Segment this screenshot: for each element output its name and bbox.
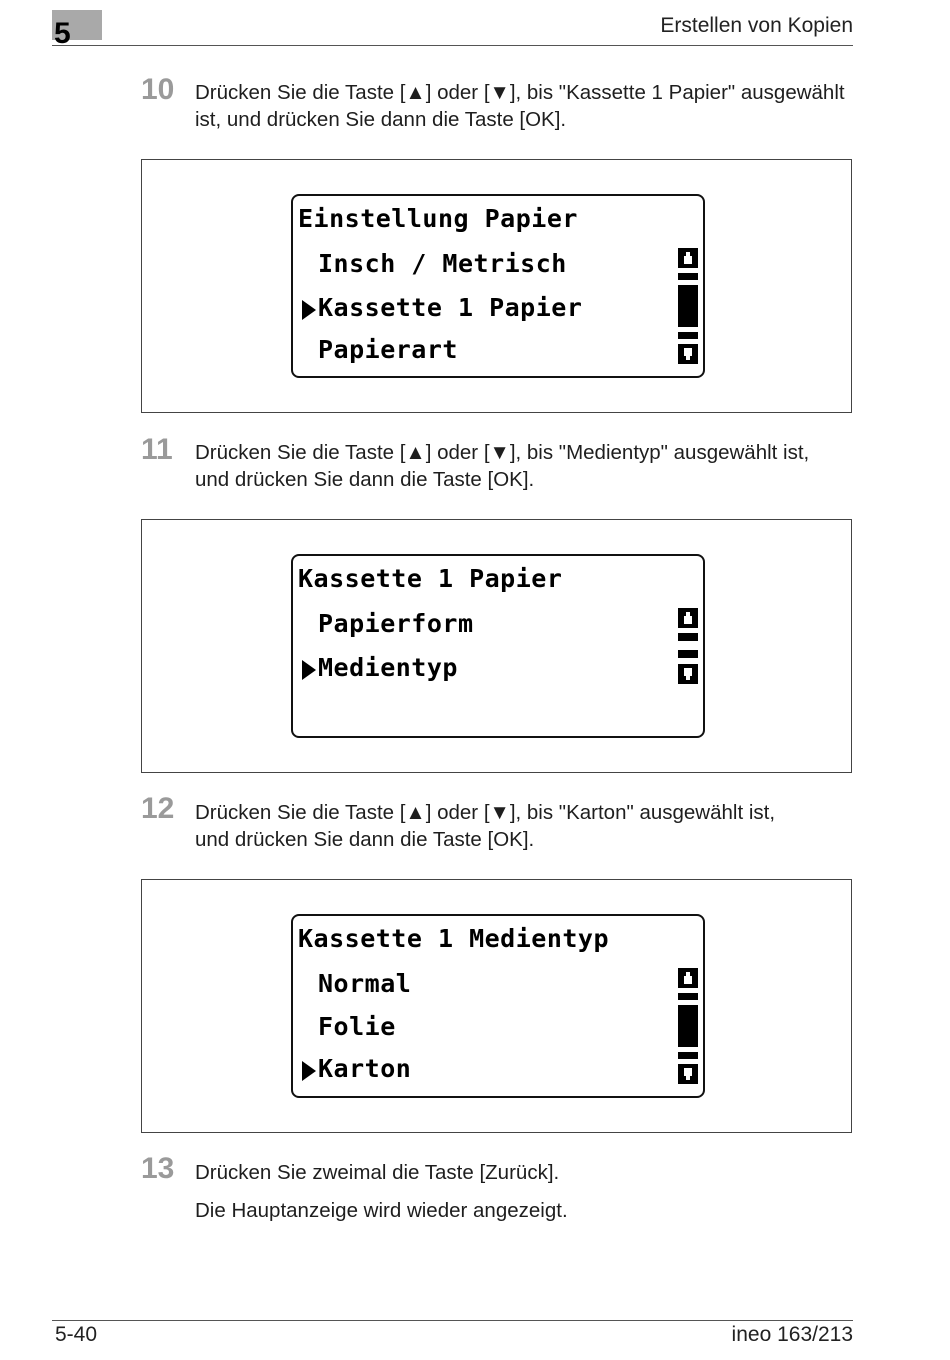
lcd-title: Kassette 1 Papier xyxy=(298,564,563,593)
selection-cursor-icon xyxy=(302,300,316,320)
scroll-up-icon xyxy=(678,248,698,268)
step-line: Drücken Sie zweimal die Taste [Zurück]. xyxy=(195,1161,560,1184)
scroll-up-icon xyxy=(678,608,698,628)
step-instruction xyxy=(195,1159,865,1186)
step-result: Die Hauptanzeige wird wieder angezeigt. xyxy=(195,1199,568,1222)
chapter-number: 5 xyxy=(54,17,71,50)
step-line: Drücken Sie die Taste [▲] oder [▼], bis "Medientyp" ausgewählt ist, xyxy=(195,441,810,464)
selection-cursor-icon xyxy=(302,1061,316,1081)
scroll-down-icon xyxy=(678,1064,698,1084)
scrollbar-track xyxy=(678,1052,698,1059)
step-instruction xyxy=(195,439,865,493)
step-line: Drücken Sie die Taste [▲] oder [▼], bis "Karton" ausgewählt ist, xyxy=(195,801,776,824)
lcd-display xyxy=(291,194,705,378)
lcd-menu-item: Folie xyxy=(318,1012,396,1041)
lcd-display xyxy=(291,914,705,1098)
page-number: 5-40 xyxy=(55,1323,98,1346)
scrollbar-track xyxy=(678,332,698,339)
header-divider xyxy=(52,45,853,46)
lcd-menu-item-selected: Medientyp xyxy=(318,653,458,682)
step-instruction xyxy=(195,79,865,133)
step-line: Drücken Sie die Taste [▲] oder [▼], bis "Kassette 1 Papier" ausgewählt xyxy=(195,81,845,104)
product-name: ineo 163/213 xyxy=(731,1323,853,1346)
step-line: ist, und drücken Sie dann die Taste [OK]. xyxy=(195,108,567,131)
display-figure xyxy=(141,879,852,1133)
display-figure xyxy=(141,519,852,773)
scrollbar-track xyxy=(678,273,698,280)
scrollbar-track xyxy=(678,993,698,1000)
lcd-menu-item: Papierart xyxy=(318,335,458,364)
lcd-display xyxy=(291,554,705,738)
step-instruction xyxy=(195,799,865,853)
display-figure xyxy=(141,159,852,413)
lcd-menu-item: Insch / Metrisch xyxy=(318,249,567,278)
step-number: 10 xyxy=(141,73,175,106)
page-header-title: Erstellen von Kopien xyxy=(660,14,853,37)
scrollbar-thumb xyxy=(678,1005,698,1047)
lcd-menu-item: Normal xyxy=(318,969,412,998)
step-number: 13 xyxy=(141,1152,175,1185)
lcd-menu-item: Papierform xyxy=(318,609,474,638)
lcd-menu-item-selected: Kassette 1 Papier xyxy=(318,293,583,322)
lcd-title: Kassette 1 Medientyp xyxy=(298,924,610,953)
step-number: 12 xyxy=(141,792,175,825)
footer-divider xyxy=(52,1320,853,1321)
scroll-down-icon xyxy=(678,344,698,364)
selection-cursor-icon xyxy=(302,660,316,680)
scrollbar-thumb xyxy=(678,285,698,327)
scrollbar-track xyxy=(678,650,698,658)
step-line: und drücken Sie dann die Taste [OK]. xyxy=(195,468,535,491)
lcd-menu-item-selected: Karton xyxy=(318,1054,412,1083)
scroll-up-icon xyxy=(678,968,698,988)
lcd-title: Einstellung Papier xyxy=(298,204,578,233)
scrollbar-track xyxy=(678,633,698,641)
step-number: 11 xyxy=(141,433,173,466)
scroll-down-icon xyxy=(678,664,698,684)
step-line: und drücken Sie dann die Taste [OK]. xyxy=(195,828,535,851)
